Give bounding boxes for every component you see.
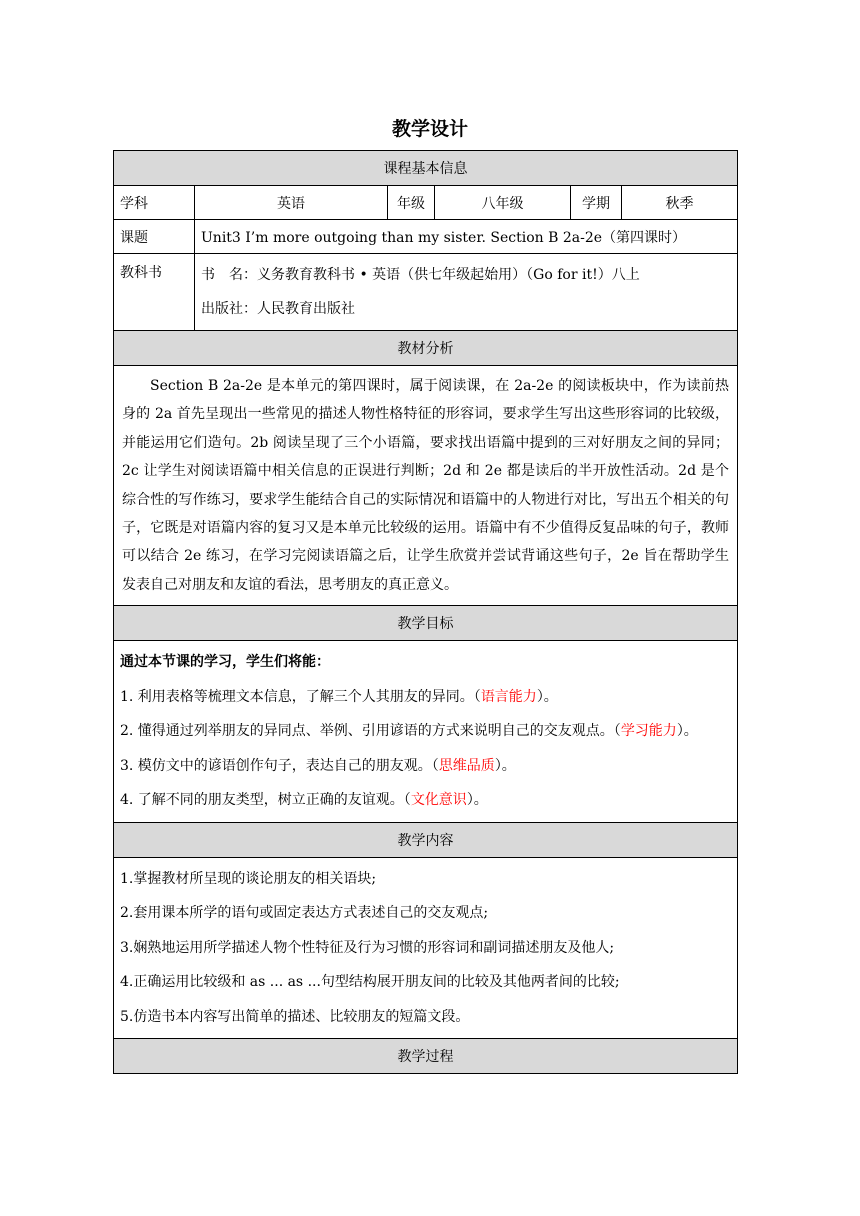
analysis-header: 教材分析 (114, 331, 738, 366)
competency-tag: 文化意识 (410, 792, 467, 809)
analysis-text: Section B 2a-2e 是本单元的第四课时，属于阅读课，在 2a-2e 的阅读板块中，作为读前热身的 2a 首先呈现出一些常见的描述人物性格特征的形容词，要求学生写出这些形容词的比较级，并能运用它们造句。2b 阅读呈现了三个小语篇，要求找出语篇中提到的三对好朋友之间的异同；2c 让学生对阅读语篇中相关信息的正误进行判断；2d 和 2e 都是读后的半开放性活动。2d 是个综合性的写作练习，要求学生能结合自己的实际情况和语篇中的人物进行对比，写出五个相关的句子，它既是对语篇内容的复习又是本单元比较级的运用。语篇中有不少值得反复品味的句子，教师可以结合 2e 练习，在学习完阅读语篇之后，让学生欣赏并尝试背诵这些句子，2e 旨在帮助学生发表自己对朋友和友谊的看法，思考朋友的真正意义。 (114, 366, 738, 606)
basic-info-header: 课程基本信息 (114, 151, 738, 186)
term-value: 秋季 (622, 186, 738, 220)
textbook-info (195, 254, 738, 331)
textbook-publisher: 出版社：人民教育出版社 (201, 301, 355, 317)
textbook-row (114, 254, 738, 331)
objectives-row (114, 641, 738, 823)
objective-item: 1. 利用表格等梳理文本信息，了解三个人其朋友的异同。（语言能力）。 (120, 688, 558, 705)
process-header: 教学过程 (114, 1039, 738, 1074)
subject-row (114, 186, 738, 220)
competency-tag: 思维品质 (438, 757, 495, 774)
lesson-plan-table (113, 150, 738, 1074)
grade-value: 八年级 (435, 186, 571, 220)
content-header: 教学内容 (114, 822, 738, 857)
content-item: 5.仿造书本内容写出简单的描述、比较朋友的短篇文段。 (120, 1008, 470, 1025)
textbook-label: 教科书 (114, 254, 195, 331)
analysis-row (114, 366, 738, 606)
subject-value: 英语 (195, 186, 388, 220)
content-item: 2.套用课本所学的语句或固定表达方式表述自己的交友观点; (120, 905, 489, 922)
content-header-row (114, 822, 738, 857)
objective-item: 2. 懂得通过列举朋友的异同点、举例、引用谚语的方式来说明自己的交友观点。（学习能力）。 (120, 723, 698, 740)
content-item: 3.娴熟地运用所学描述人物个性特征及行为习惯的形容词和副词描述朋友及他人; (120, 939, 615, 956)
objectives-header: 教学目标 (114, 606, 738, 641)
objectives-header-row (114, 606, 738, 641)
textbook-name: 书 名：义务教育教科书 • 英语（供七年级起始用）（Go for it!）八上 (201, 267, 640, 283)
lesson-row (114, 220, 738, 254)
content-row (114, 857, 738, 1039)
content-item: 4.正确运用比较级和 as ... as ...句型结构展开朋友间的比较及其他两者间的比较; (120, 974, 620, 991)
objectives-intro: 通过本节课的学习，学生们将能： (120, 654, 330, 671)
lesson-label: 课题 (114, 220, 195, 254)
content-item: 1.掌握教材所呈现的谈论朋友的相关语块; (120, 870, 377, 887)
analysis-header-row (114, 331, 738, 366)
grade-label: 年级 (388, 186, 435, 220)
document-title: 教学设计 (391, 118, 468, 140)
objective-item: 3. 模仿文中的谚语创作句子，表达自己的朋友观。（思维品质）。 (120, 757, 516, 774)
basic-info-header-row (114, 151, 738, 186)
competency-tag: 语言能力 (480, 688, 537, 705)
subject-label: 学科 (114, 186, 195, 220)
term-label: 学期 (571, 186, 622, 220)
process-header-row (114, 1039, 738, 1074)
content-list (114, 857, 738, 1039)
competency-tag: 学习能力 (620, 723, 677, 740)
objectives-list (114, 641, 738, 823)
objective-item: 4. 了解不同的朋友类型，树立正确的友谊观。（文化意识）。 (120, 792, 488, 809)
lesson-value: Unit3 I’m more outgoing than my sister. Section B 2a-2e（第四课时） (195, 220, 738, 254)
